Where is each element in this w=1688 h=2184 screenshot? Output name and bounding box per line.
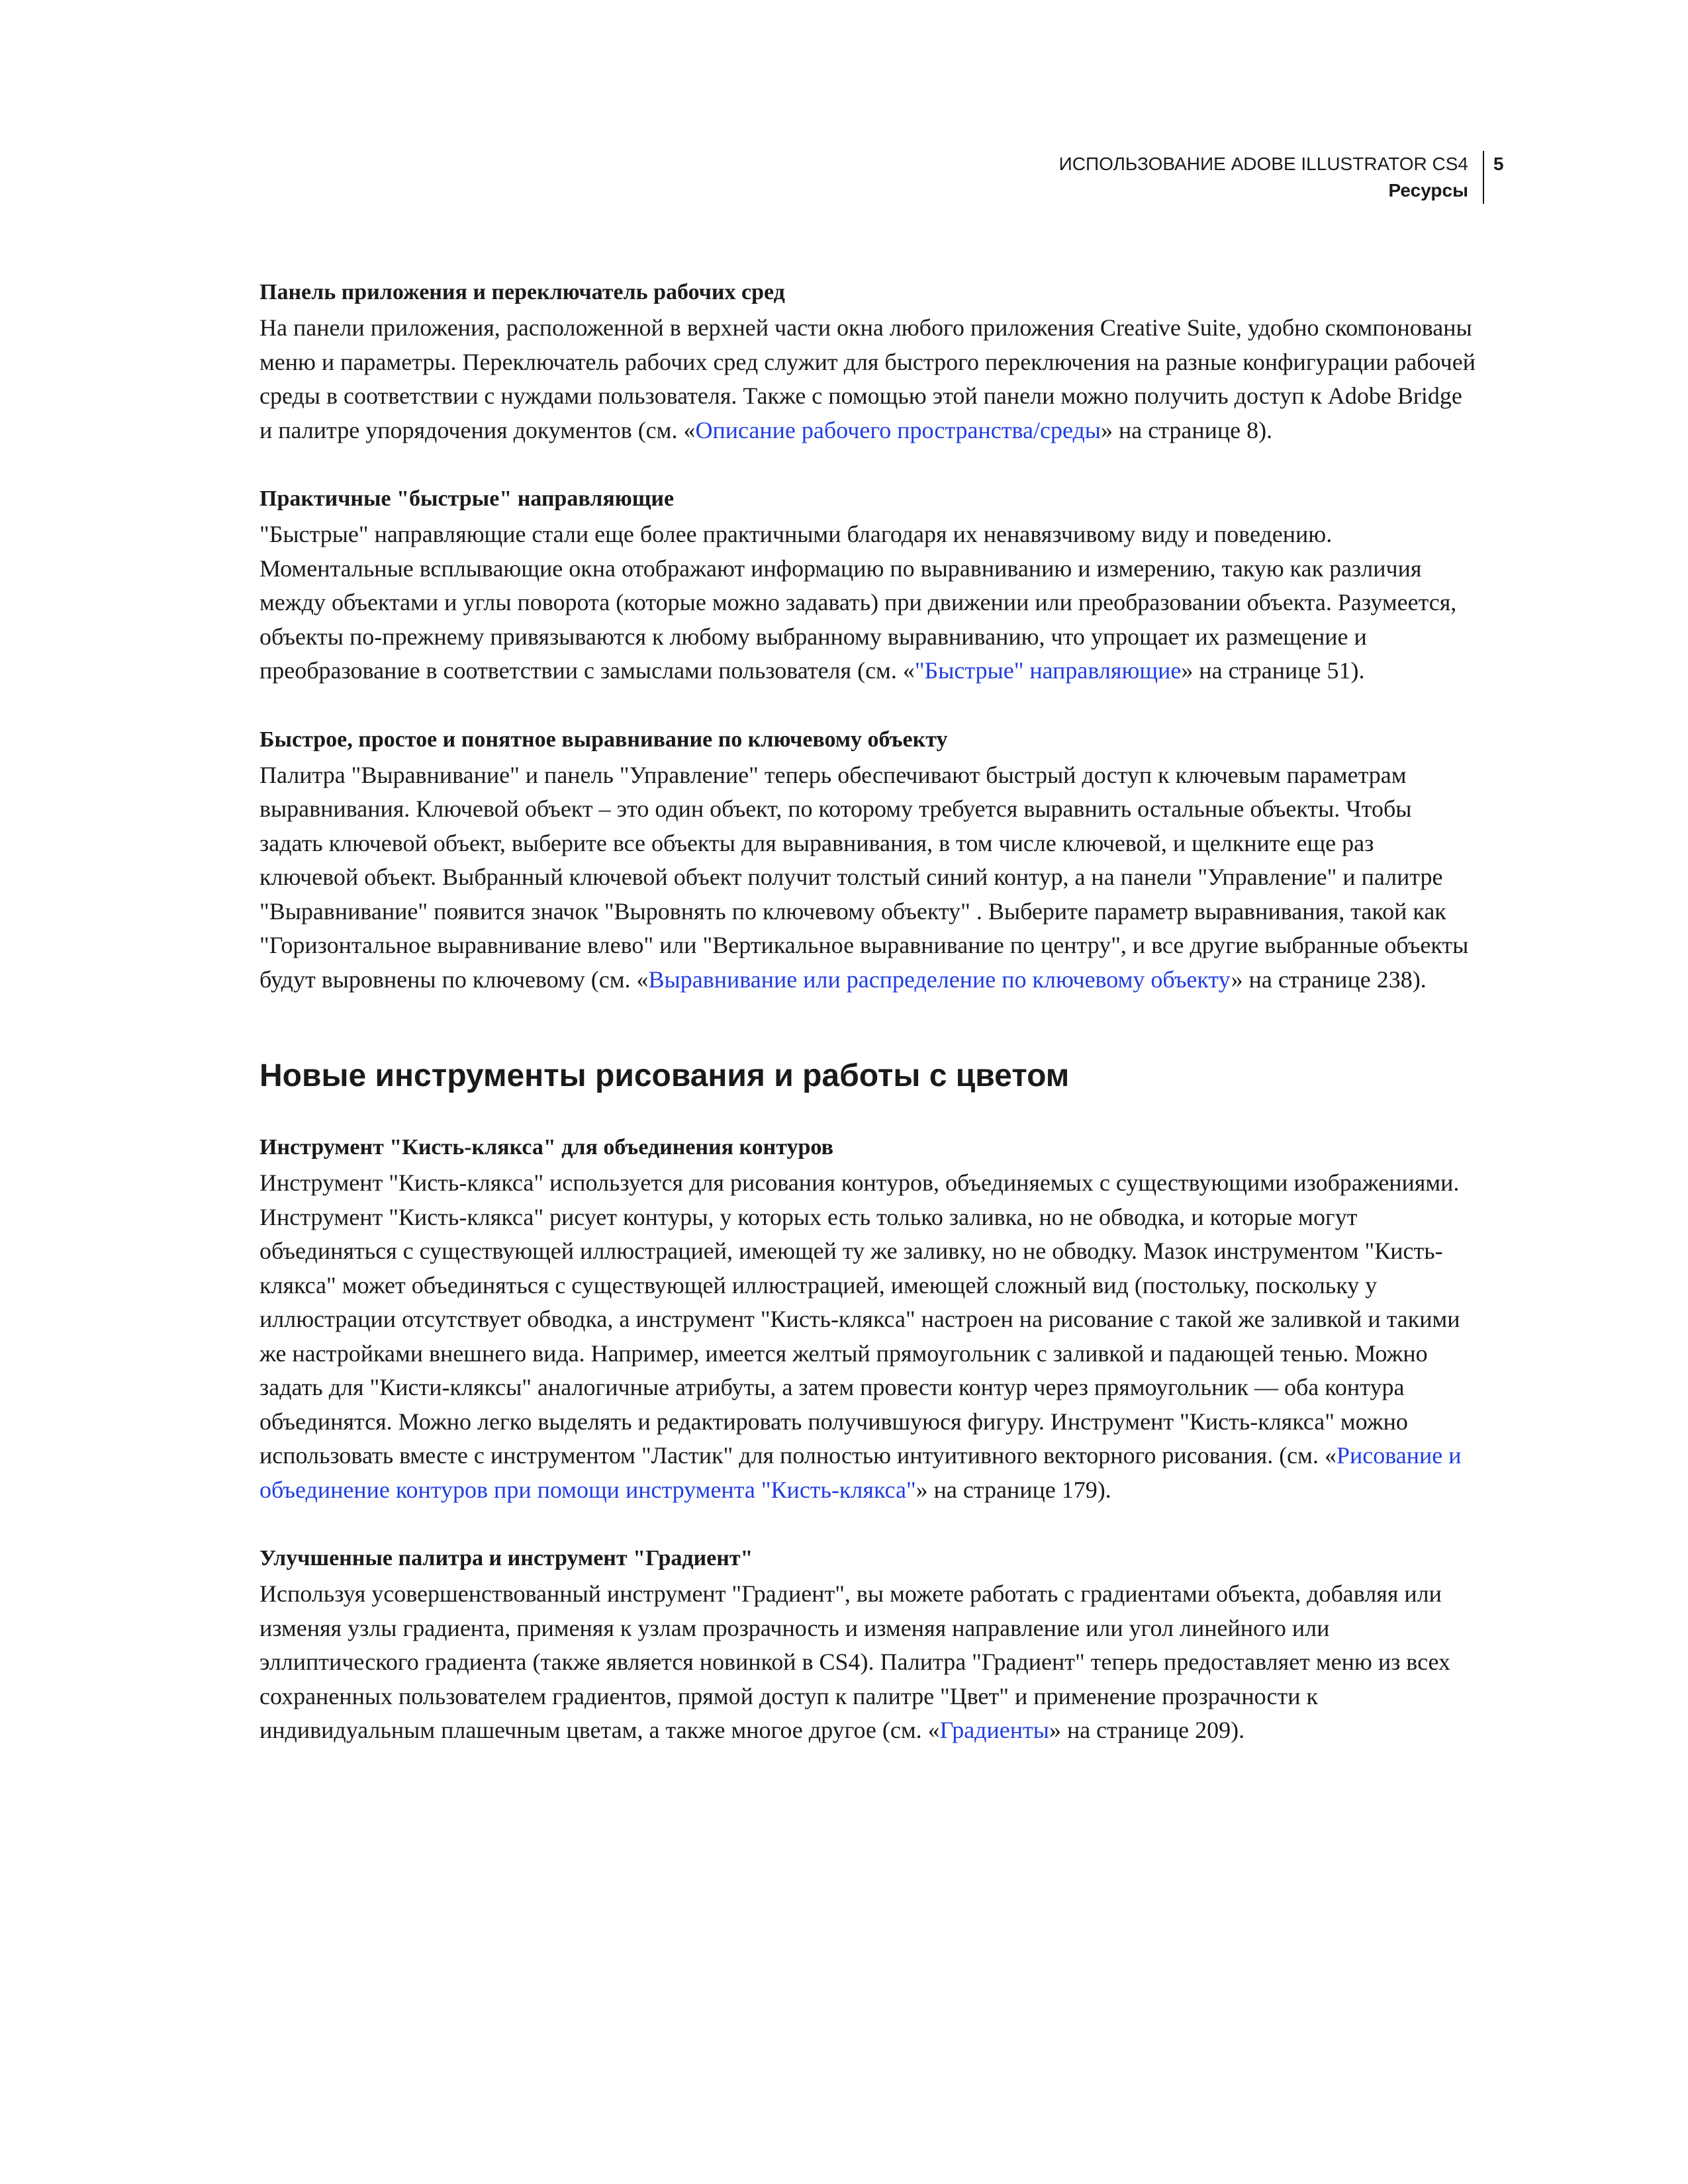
paragraph-smart-guides (259, 518, 1477, 688)
link-key-object[interactable]: Выравнивание или распределение по ключевому объекту (648, 966, 1231, 993)
section-heading: Новые инструменты рисования и работы с цветом (259, 1058, 1070, 1093)
running-header (1059, 151, 1484, 204)
subheading-blob-brush: Инструмент "Кисть-клякса" для объединения контуров (259, 1135, 833, 1160)
paragraph-text: Инструмент "Кисть-клякса" используется для рисования контуров, объединяемых с существующими изображениями. Инструмент "Кисть-клякса" рисует контуры, у которых есть только заливка, но не обводка, и которые могут объединяться с существующей иллюстрацией, имеющей ту же заливку, но не обводку. Мазок инструментом "Кисть-клякса" может объединяться с существующей иллюстрацией, имеющей сложный вид (постольку, поскольку у иллюстрации отсутствует обводка, а инструмент "Кисть-клякса" настроен на рисование с такой же заливкой и такими же настройками внешнего вида. Например, имеется желтый прямоугольник с заливкой и падающей тенью. Можно задать для "Кисти-кляксы" аналогичные атрибуты, а затем провести контур через прямоугольник — оба контура объединятся. Можно легко выделять и редактировать получившуюся фигуру. Инструмент "Кисть-клякса" можно использовать вместе с инструментом "Ластик" для полностью интуитивного векторного рисования. (см. « (259, 1169, 1460, 1469)
page-number: 5 (1493, 154, 1504, 174)
subheading-key-object: Быстрое, простое и понятное выравнивание по ключевому объекту (259, 727, 948, 752)
paragraph-tail: » на странице 8). (1100, 416, 1273, 443)
subheading-app-bar: Панель приложения и переключатель рабочих сред (259, 280, 785, 304)
paragraph-tail: » на странице 51). (1181, 657, 1365, 684)
paragraph-app-bar (259, 311, 1477, 447)
paragraph-gradient (259, 1577, 1477, 1748)
subheading-smart-guides: Практичные "быстрые" направляющие (259, 486, 675, 511)
paragraph-key-object (259, 758, 1477, 997)
paragraph-text: Палитра "Выравнивание" и панель "Управление" теперь обеспечивают быстрый доступ к ключевым параметрам выравнивания. Ключевой объект – это один объект, по которому требуется выравнить остальные объекты. Чтобы задать ключевой объект, выберите все объекты для выравнивания, в том числе ключевой, и щелкните еще раз ключевой объект. Выбранный ключевой объект получит толстый синий контур, а на панели "Управление" и палитре "Выравнивание" появится значок "Выровнять по ключевому объекту" . Выберите параметр выравнивания, такой как "Горизонтальное выравнивание влево" или "Вертикальное выравнивание по центру", и все другие выбранные объекты будут выровнены по ключевому (см. « (259, 761, 1469, 993)
page-content (259, 278, 1477, 1785)
link-smart-guides[interactable]: "Быстрые" направляющие (914, 657, 1182, 684)
paragraph-text: На панели приложения, расположенной в верхней части окна любого приложения Creative Suite, удобно скомпонованы меню и параметры. Переключатель рабочих сред служит для быстрого переключения на разные конфигурации рабочей среды в соответствии с нуждами пользователя. Также с помощью этой панели можно получить доступ к Adobe Bridge и палитре упорядочения документов (см. « (259, 314, 1476, 443)
link-workspace[interactable]: Описание рабочего пространства/среды (695, 416, 1101, 443)
paragraph-text: "Быстрые" направляющие стали еще более практичными благодаря их ненавязчивому виду и поведению. Моментальные всплывающие окна отображают информацию по выравниванию и измерению, такую как различия между объектами и углы поворота (которые можно задавать) при движении или преобразовании объекта. Разумеется, объекты по-прежнему привязываются к любому выбранному выравниванию, что упрощает их размещение и преобразование в соответствии с замыслами пользователя (см. « (259, 521, 1457, 684)
link-gradients[interactable]: Градиенты (939, 1717, 1049, 1743)
paragraph-blob-brush (259, 1166, 1477, 1507)
document-title: ИСПОЛЬЗОВАНИЕ ADOBE ILLUSTRATOR CS4 (1058, 154, 1468, 174)
subheading-gradient: Улучшенные палитра и инструмент "Градиент" (259, 1546, 753, 1570)
paragraph-text: Используя усовершенствованный инструмент "Градиент", вы можете работать с градиентами объекта, добавляя или изменяя узлы градиента, применяя к узлам прозрачность и изменяя направление или угол линейного или эллиптического градиента (также является новинкой в CS4). Палитра "Градиент" теперь предоставляет меню из всех сохраненных пользователем градиентов, прямой доступ к палитре "Цвет" и применение прозрачности к индивидуальным плашечным цветам, а также многое другое (см. « (259, 1580, 1451, 1743)
paragraph-tail: » на странице 209). (1049, 1717, 1245, 1743)
link-blob-brush[interactable]: Рисование и объединение контуров при помощи инструмента "Кисть-клякса" (259, 1442, 1462, 1503)
section-name: Ресурсы (1388, 180, 1468, 201)
paragraph-tail: » на странице 179). (915, 1476, 1111, 1503)
paragraph-tail: » на странице 238). (1231, 966, 1427, 993)
